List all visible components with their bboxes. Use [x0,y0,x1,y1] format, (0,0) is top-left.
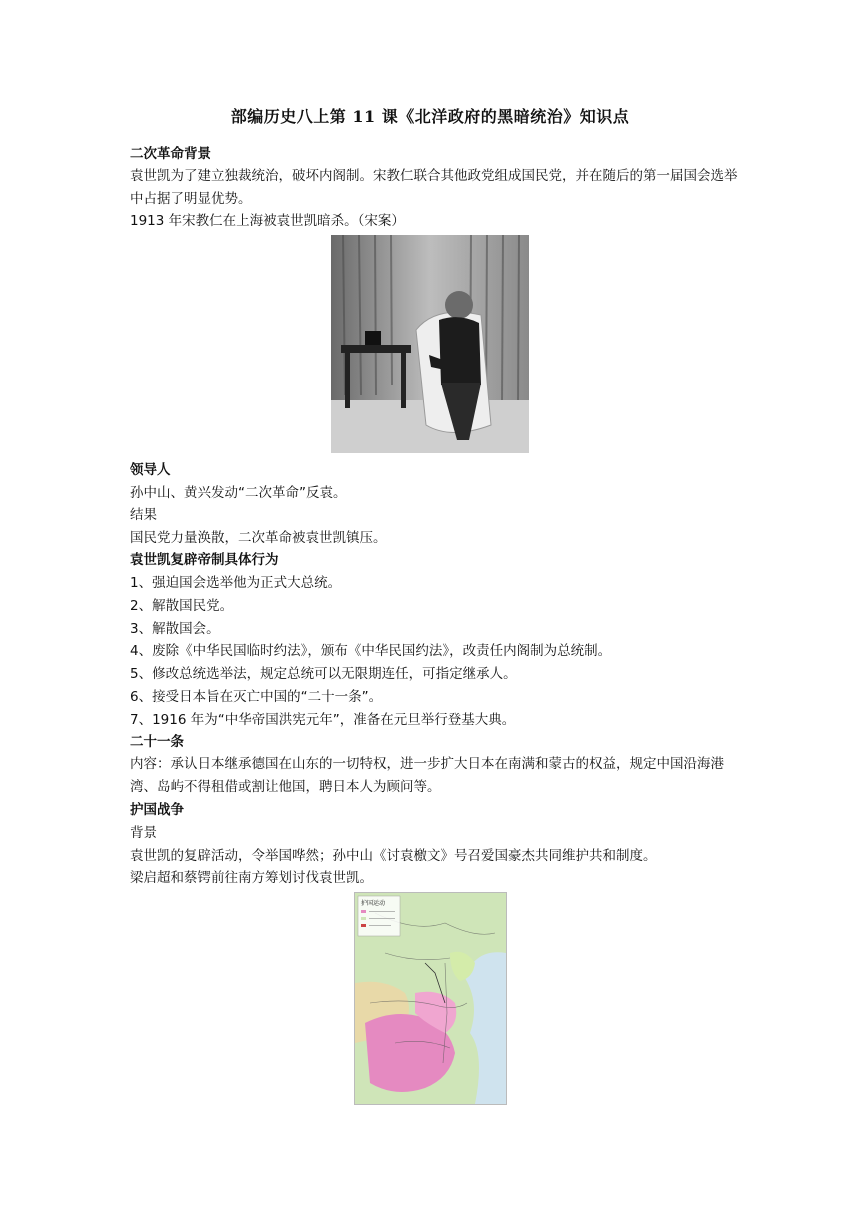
map-illustration [355,893,506,1104]
war-background-text: 袁世凯的复辟活动，令举国哗然；孙中山《讨袁檄文》号召爱国豪杰共同维护共和制度。 [130,848,657,864]
heading-leader: 领导人 [130,462,171,478]
heading-restoration-actions: 袁世凯复辟帝制具体行为 [130,552,279,568]
paragraph-background: 袁世凯为了建立独裁统治，破坏内阁制。宋教仁联合其他政党组成国民党，并在随后的第一届国会选举中占据了明显优势。 [130,168,738,207]
restoration-item: 7、1916 年为“中华帝国洪宪元年”，准备在元旦举行登基大典。 [130,712,516,728]
national-protection-war-map [354,892,507,1105]
portrait-illustration [331,235,529,453]
heading-twenty-one-demands: 二十一条 [130,734,184,750]
twenty-one-demands-content: 内容：承认日本继承德国在山东的一切特权，进一步扩大日本在南满和蒙古的权益，规定中国沿海港湾、岛屿不得租借或割让他国，聘日本人为顾问等。 [130,756,724,795]
heading-second-revolution-background: 二次革命背景 [130,146,211,162]
page-title: 部编历史八上第 11 课《北洋政府的黑暗统治》知识点 [230,107,630,126]
map-legend-title: 护国运动 [361,900,386,907]
restoration-item: 2、解散国民党。 [130,598,234,614]
restoration-item: 3、解散国会。 [130,621,220,637]
song-jiaoren-photo [331,235,529,453]
result-text: 国民党力量涣散，二次革命被袁世凯镇压。 [130,530,387,546]
heading-national-protection-war: 护国战争 [130,802,184,818]
war-background-label: 背景 [130,825,157,841]
restoration-item: 1、强迫国会选举他为正式大总统。 [130,575,342,591]
war-background-text-2: 梁启超和蔡锷前往南方筹划讨伐袁世凯。 [130,870,373,886]
paragraph-song-case: 1913 年宋教仁在上海被袁世凯暗杀。（宋案） [130,213,405,229]
leader-text: 孙中山、黄兴发动“二次革命”反袁。 [130,485,347,501]
restoration-item: 5、修改总统选举法，规定总统可以无限期连任，可指定继承人。 [130,666,517,682]
restoration-item: 4、废除《中华民国临时约法》，颁布《中华民国约法》，改责任内阁制为总统制。 [130,643,612,659]
restoration-item: 6、接受日本旨在灭亡中国的“二十一条”。 [130,689,383,705]
result-label: 结果 [130,507,157,523]
